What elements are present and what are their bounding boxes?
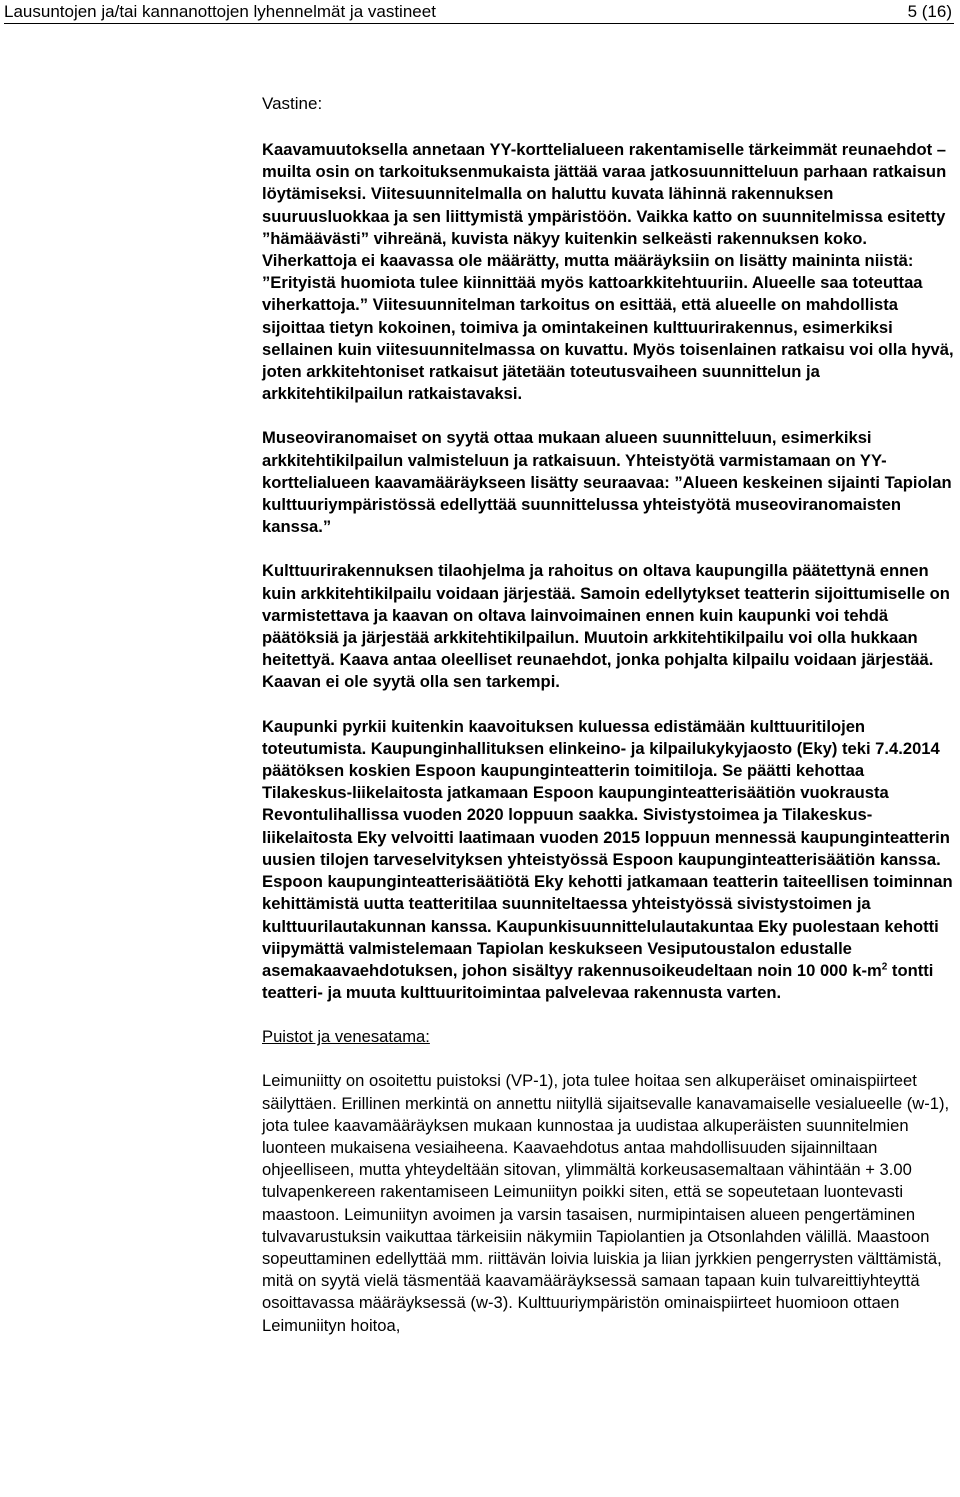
paragraph-4-text-start: Kaupunki pyrkii kuitenkin kaavoituksen kuluessa edistämään kulttuuritilojen toteutumista. Kaupunginhallituksen elinkeino- ja kilpailukykyjaosto (Eky) teki 7.4.2014 päätöksen koskien Espoon kaupunginteatterin toimitiloja. Se päätti kehottaa Tilakeskus-liikelaitosta jatkamaan Espoon kaupunginteatterisäätiön vuokrausta Revontulihallissa vuoden 2020 loppuun saakka. Sivistystoimea ja Tilakeskus-liikelaitosta Eky velvoitti laatimaan vuoden 2015 loppuun mennessä kaupunginteatterin uusien tilojen tarveselvityksen yhteistyössä Espoon kaupunginteatterisäätiön kanssa. Espoon kaupunginteatterisäätiötä Eky kehotti jatkamaan teatterin taiteellisen toiminnan kehittämistä uutta teatteritilaa suunniteltaessa yhteistyössä sivistystoimen ja kulttuurilautakunnan kanssa. Kaupunkisuunnittelulautakuntaa Eky puolestaan kehotti viipymättä valmistelemaan Tapiolan keskukseen Vesiputoustalon edustalle asemakaavaehdotuksen, johon sisältyy rakennusoikeudeltaan noin 10 000 k-m <box>262 716 953 980</box>
document-title: Lausuntojen ja/tai kannanottojen lyhennelmät ja vastineet <box>4 2 436 21</box>
paragraph-4-text-end: tontti teatteri- ja muuta kulttuuritoimintaa palvelevaa rakennusta varten. <box>262 960 934 1003</box>
section-heading-puistot: Puistot ja venesatama: <box>262 1027 430 1047</box>
response-paragraph-3: Kulttuurirakennuksen tilaohjelma ja rahoitus on oltava kaupungilla päätettynä ennen kuin arkkitehtikilpailu voidaan järjestää. Samoin edellytykset teatterin sijoittumiselle on varmistettava ja kaavan on oltava lainvoimainen ennen kuin kaupunki voi tehdä päätöksiä ja järjestää arkkitehtikilpailun. Muutoin arkkitehtikilpailu voi olla hukkaan heitettyä. Kaava antaa oleelliset reunaehdot, jonka pohjalta kilpailu voidaan järjestää. Kaavan ei ole syytä olla sen tarkempi. <box>262 561 950 692</box>
page-number: 5 (16) <box>907 2 952 21</box>
page-header <box>0 0 960 24</box>
response-paragraph-1: Kaavamuutoksella annetaan YY-korttelialueen rakentamiselle tärkeimmät reunaehdot – muilta osin on tarkoituksenmukaista jättää varaa jatkosuunnitteluun parhaan ratkaisun löytämiseksi. Viitesuunnitelmalla on haluttu kuvata lähinnä rakennuksen suuruusluokkaa ja sen liittymistä ympäristöön. Vaikka katto on suunnitelmissa esitetty ”hämäävästi” vihreänä, kuvista näkyy kuitenkin selkeästi rakennuksen koko. Viherkattoja ei kaavassa ole määrätty, mutta määräyksiin on lisätty maininta niistä: ”Erityistä huomiota tulee kiinnittää myös kattoarkkitehtuuriin. Alueelle saa toteuttaa viherkattoja.” Viitesuunnitelman tarkoitus on esittää, että alueelle on mahdollista sijoittaa tietyn kokoinen, toimiva ja omintakeinen kulttuurirakennus, esimerkiksi sellainen kuin viitesuunnitelmassa on kuvattu. Myös toisenlainen ratkaisu voi olla hyvä, joten arkkitehtoniset ratkaisut jätetään toteutusvaiheen suunnittelun ja arkkitehtikilpailun ratkaistavaksi. <box>262 140 954 404</box>
paragraph-spacer <box>262 538 956 560</box>
paragraph-spacer <box>262 694 956 716</box>
response-paragraph-4 <box>262 716 956 1005</box>
paragraph-spacer <box>262 1004 956 1026</box>
section-body-puistot: Leimuniitty on osoitettu puistoksi (VP-1), jota tulee hoitaa sen alkuperäiset ominaispiirteet säilyttäen. Erillinen merkintä on annettu niityllä sijaitsevalle kanavamaiselle vesialueelle (w-1), jota tulee kaavamääräyksen mukaan kunnostaa ja uudistaa alkuperäisten suunnitelmien luonteen mukaisena vesiaiheena. Kaavaehdotus antaa mahdollisuuden sijainniltaan ohjeelliseen, mutta yhteydeltään sitovan, ylimmältä korkeusasemaltaan vähintään + 3.00 tulvapenkereen rakentamiseen Leimuniityn poikki siten, että se sopeutetaan luontevasti maastoon. Leimuniityn avoimen ja varsin tasaisen, nurmipintaisen alueen pengertäminen tulvavarustuksin vaikuttaa tärkeisiin näkymiin Tapiolantien ja Otsonlahden välillä. Maastoon sopeuttaminen edellyttää mm. riittävän loivia luiskia ja liian jyrkkien pengerrysten välttämistä, mitä on syytä vielä täsmentää kaavamääräyksessä samaan tapaan kuin tulvareittiyhteyttä osoittavassa määräyksessä (w-3). Kulttuuriympäristön ominaispiirteet huomioon ottaen Leimuniityn hoitoa, <box>262 1071 950 1335</box>
header-divider <box>4 23 954 24</box>
paragraph-spacer <box>262 1048 956 1070</box>
superscript-2: 2 <box>881 961 888 973</box>
response-paragraph-2: Museoviranomaiset on syytä ottaa mukaan alueen suunnitteluun, esimerkiksi arkkitehtikilpailun valmisteluun ja ratkaisuun. Yhteistyötä varmistamaan on YY-korttelialueen kaavamääräykseen lisätty seuraavaa: ”Alueen keskeinen sijainti Tapiolan kulttuuriympäristössä edellyttää suunnittelussa yhteistyötä museoviranomaisten kanssa.” <box>262 428 952 537</box>
document-body <box>262 93 956 1337</box>
paragraph-spacer <box>262 405 956 427</box>
vastine-label: Vastine: <box>262 94 323 113</box>
